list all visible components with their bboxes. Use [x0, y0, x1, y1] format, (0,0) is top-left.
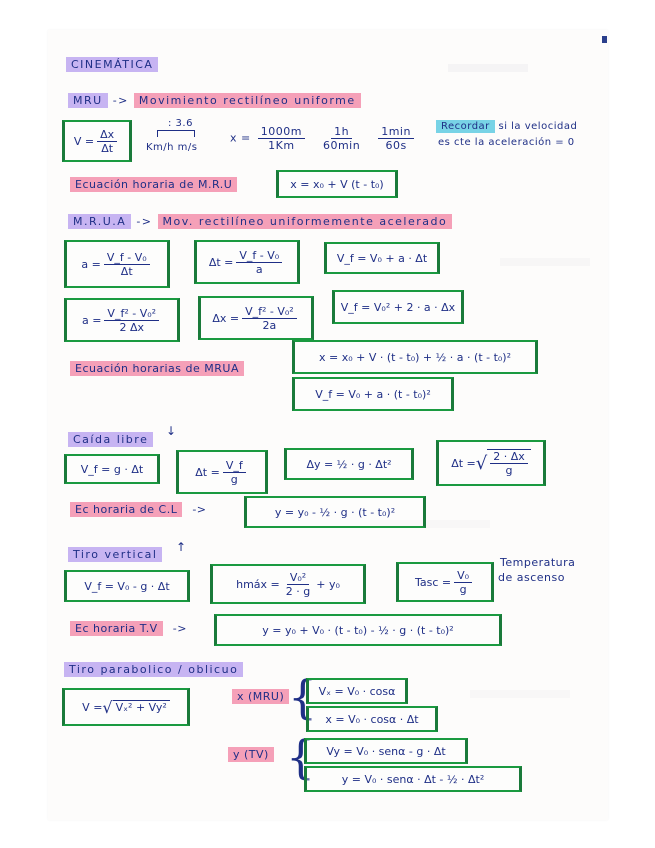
- vertical-hourly-label: Ec horaria T.V ->: [70, 622, 187, 635]
- projectile-y-label: y (TV): [228, 748, 274, 761]
- mrua-arrow: ->: [136, 215, 153, 228]
- unit-conversion-formula: x = $\frac{1000m}{1Km}$ $\frac{1h}{60\min}$ $\frac{1\min}{60s}$: [230, 125, 417, 152]
- mrua-acceleration-formula: a = $\frac{\text{V\_f - V₀}}{\Delta t}$: [64, 240, 170, 288]
- mru-velocity-formula: V = $\frac{\Delta x}{\Delta t}$: [62, 120, 132, 162]
- page-title: CINEMÁTICA: [66, 58, 158, 71]
- max-height-formula: hmáx = $\frac{\text{V₀²}}{2 \cdot g}$ + y₀: [210, 564, 366, 604]
- mrua-torricelli-formula: V_f = V₀² + 2 · a · Δx: [332, 290, 464, 324]
- mru-label: MRU: [68, 93, 108, 108]
- y-brace: {: [286, 730, 316, 784]
- vertical-hourly-equation: y = y₀ + V₀ · (t - t₀) - ½ · g · (t - t₀)²: [214, 614, 502, 646]
- mrua-heading: [68, 215, 452, 228]
- ascent-time-formula: Tasc = $\frac{\text{V₀}}{g}$: [396, 562, 494, 602]
- mrua-label: M.R.U.A: [68, 214, 131, 229]
- conversion-units: Km/h m/s: [146, 142, 198, 153]
- projectile-y-position-formula: y = V₀ · senα · Δt - ½ · Δt²: [304, 766, 522, 792]
- mru-hourly-label: Ecuación horaria de M.R.U: [70, 178, 237, 191]
- up-arrow-icon: ↑: [176, 540, 187, 554]
- vertical-velocity-formula: V_f = V₀ - g · Δt: [64, 570, 190, 602]
- mrua-position-equation: x = x₀ + V · (t - t₀) + ½ · a · (t - t₀)²: [292, 340, 538, 374]
- remember-label: Recordar: [436, 120, 495, 133]
- mrua-hourly-label: Ecuación horarias de MRUA: [70, 362, 244, 375]
- mrua-name: Mov. rectilíneo uniformemente acelerado: [158, 214, 453, 229]
- projectile-heading: Tiro parabolico / oblicuo: [64, 663, 243, 676]
- page-corner-mark: [602, 36, 607, 43]
- free-fall-velocity-formula: V_f = g · Δt: [64, 454, 160, 484]
- ascent-time-note: Temperatura: [500, 556, 576, 569]
- mrua-final-velocity-formula: V_f = V₀ + a · Δt: [324, 242, 440, 274]
- mrua-time-formula: Δt = $\frac{\text{V\_f - V₀}}{a}$: [194, 240, 300, 284]
- show-through-text: [470, 690, 570, 698]
- vertical-shot-heading: Tiro vertical: [68, 548, 162, 561]
- mrua-velocity-equation: V_f = V₀ + a · (t - t₀)²: [292, 377, 454, 411]
- projectile-x-position-formula: x = V₀ · cosα · Δt: [306, 706, 438, 732]
- remember-note-line2: es cte la aceleración = 0: [438, 137, 575, 148]
- free-fall-hourly-label: Ec horaria de C.L ->: [70, 503, 207, 516]
- free-fall-displacement-formula: Δy = ½ · g · Δt²: [284, 448, 414, 480]
- x-brace: {: [288, 670, 318, 724]
- mrua-distance-formula: Δx = $\frac{\text{V\_f² - V₀²}}{2a}$: [198, 296, 314, 340]
- show-through-text: [448, 64, 528, 72]
- mru-hourly-equation: x = x₀ + V (t - t₀): [276, 170, 398, 198]
- free-fall-time-root-formula: Δt = √ $\frac{2 \cdot \Delta x}{g}$: [436, 440, 546, 486]
- mrua-acceleration-distance-formula: a = $\frac{\text{V\_f² - V₀²}}{2 \Delta x}$: [64, 298, 180, 342]
- free-fall-hourly-equation: y = y₀ - ½ · g · (t - t₀)²: [244, 496, 426, 528]
- show-through-text: [500, 258, 590, 266]
- conversion-factor: : 3.6: [168, 118, 193, 129]
- down-arrow-icon: ↓: [166, 424, 177, 438]
- projectile-x-velocity-formula: Vₓ = V₀ · cosα: [306, 678, 408, 704]
- conversion-bracket: [157, 130, 195, 137]
- projectile-velocity-formula: V = √ Vₓ² + Vy²: [62, 688, 190, 726]
- free-fall-heading: Caída libre: [68, 433, 153, 446]
- free-fall-time-formula: Δt = $\frac{V\_f}{g}$: [176, 450, 268, 494]
- mru-name: Movimiento rectilíneo uniforme: [134, 93, 361, 108]
- remember-note: Recordar si la velocidad: [436, 121, 577, 132]
- projectile-x-label: x (MRU): [232, 690, 289, 703]
- ascent-time-note-line2: de ascenso: [498, 571, 565, 584]
- mru-arrow: ->: [112, 94, 129, 107]
- mru-heading: [68, 94, 361, 107]
- projectile-y-velocity-formula: Vy = V₀ · senα - g · Δt: [304, 738, 468, 764]
